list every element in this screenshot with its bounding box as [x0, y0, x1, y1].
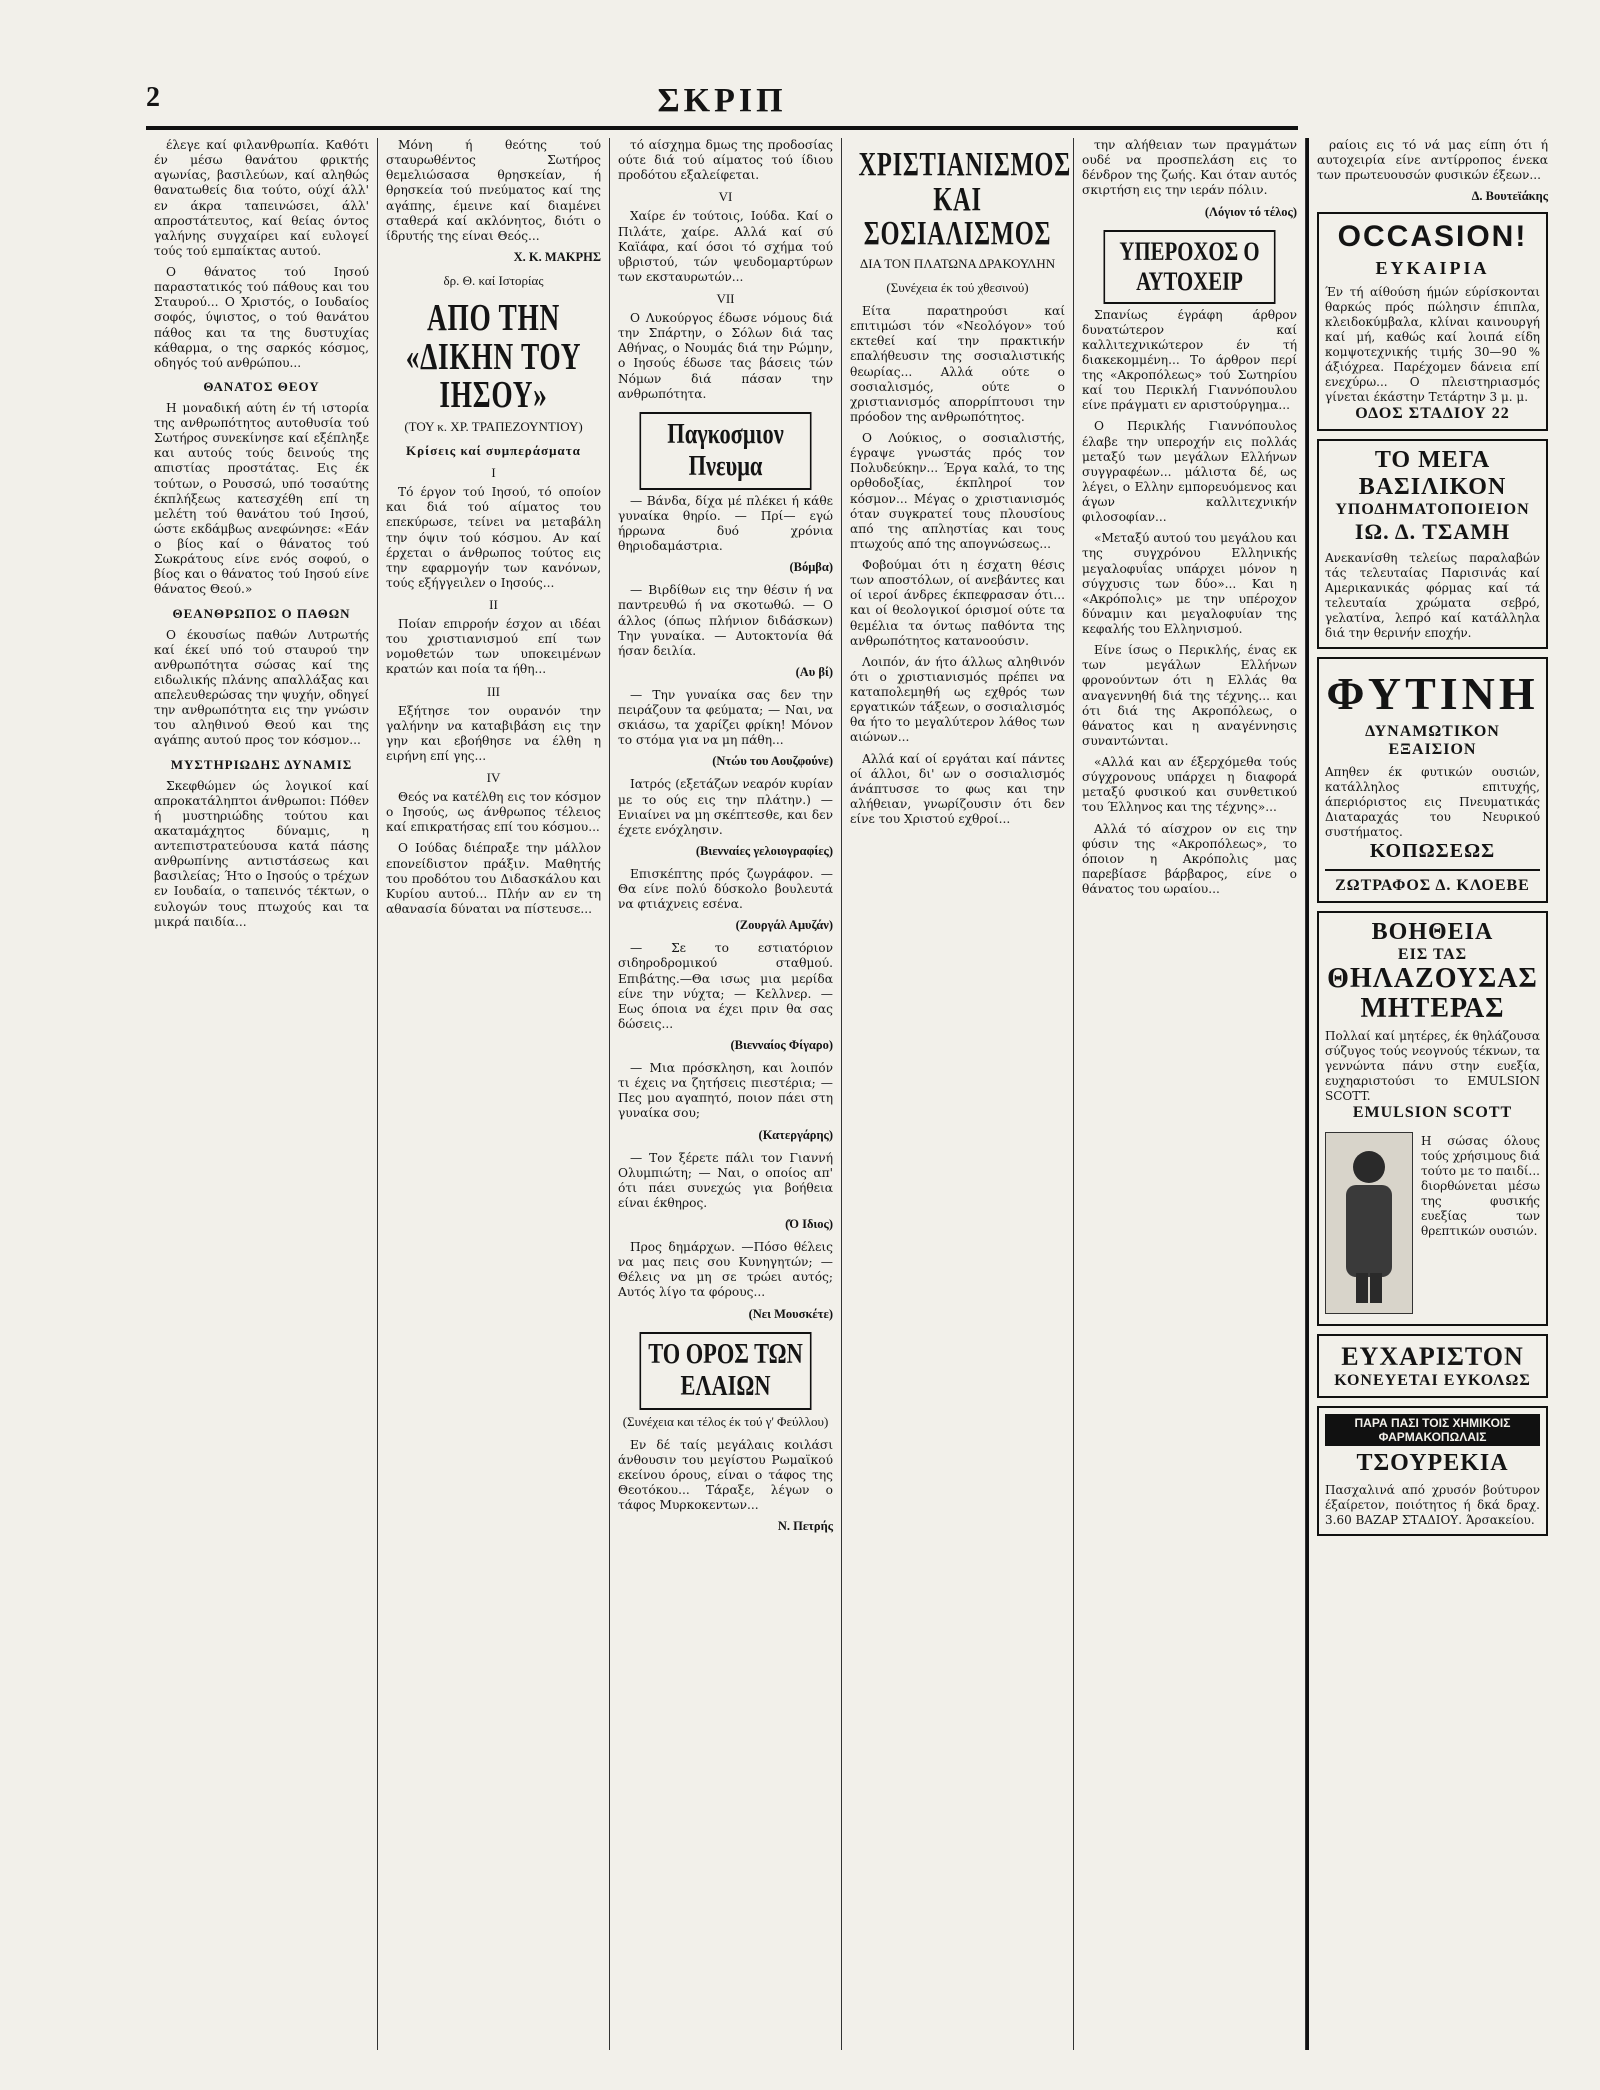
article-text: Ποίαν επιρροήν έσχον αι ιδέαι του χριστιανισμού επί των νομοθετών των υποκειμένων κρατών και ποία τα ήθη...	[386, 617, 601, 677]
column-2	[378, 138, 610, 2050]
article-text: την αλήθειαν των πραγμάτων ουδέ να προσπελάση εις το δένδρον της ζωής. Και όταν αυτός σκιρτήση εις την ιεράν πόλιν.	[1082, 138, 1297, 198]
illustration-block	[1325, 1128, 1540, 1318]
article-text: Ο Λούκιος, ο σοσιαλιστής, έγραψε γνωστάς πρός τον Πολυδεύκην... Έργα καλά, το της ορθοδοξίας, έκπληροί τον κόσμον... Μέγας ο χριστιανισμός όταν συγκρατεί τους πλουσίους από της απληστίας και τους πτωχούς από της απογνώσεως...	[850, 431, 1065, 551]
joke-text: — Μια πρόσκληση, και λοιπόν τι έχεις να ζητήσεις πιεστέρια; — Πες μου αγαπητό, ποιον πάει στη γυναίκα σου;	[618, 1061, 833, 1121]
tsourekia-ad	[1317, 1406, 1548, 1536]
boxed-headline: ΤΟ ΟΡΟΣ ΤΩΝ ΕΛΑΙΩΝ	[640, 1332, 812, 1410]
article-text: Ο Λυκούργος έδωσε νόμους διά την Σπάρτην, ο Σόλων διά τας Αθήνας, ο Νουμάς διά την Ρώμην, ο Ιησούς έδωσε τας βάσεις τών Νόμων διά πάσαν την ανθρωπότητα.	[618, 311, 833, 401]
headline: ΧΡΙΣΤΙΑΝΙΣΜΟΣ ΚΑΙ ΣΟΣΙΑΛΙΣΜΟΣ	[858, 146, 1071, 253]
joke-text: — Βιρδίθων εις την θέσιν ή να παντρευθώ ή να σκοτωθώ. — Ο άλλος (όπως πλήνιον διδάσκων) Την γυναίκα. — Αυτοκτονία θά ήσαν δειλία.	[618, 583, 833, 658]
joke-text: Προς δημάρχων. —Πόσο θέλεις να μας πεις σου Κυνηγητών; — Θέλεις να μη σε τρώει αυτός; Αυτός λίγο τα φόρους...	[618, 1240, 833, 1300]
author-signature: Χ. Κ. ΜΑΚΡΗΣ	[513, 249, 601, 264]
ad-headline: ΘΗΛΑΖΟΥΣΑΣ ΜΗΤΕΡΑΣ	[1327, 963, 1538, 1024]
columns	[146, 138, 1556, 2050]
article-text: Τό έργον τού Ιησού, τό οποίον και διά τού αίματος του επεκύρωσε, τείνει να μεταβάλη την όψιν τού κόσμου. Αν καί έρχεται ο άνθρωπος τούτος εις την εφαρμογήν των κανόνων, τούς εξήγγειλεν ο Ιησούς...	[386, 485, 601, 590]
joke-text: — Τον ξέρετε πάλι τον Γιαννή Ολυμπιώτη; — Ναι, ο οποίος απ' ότι πάει συνεχώς για βοήθεια είναι έκθηρος.	[618, 1150, 833, 1210]
column-6-ads	[1306, 138, 1556, 2050]
emulsion-ad	[1317, 911, 1548, 1326]
illustration	[1325, 1132, 1413, 1314]
source-credit: (Βόμβα)	[789, 560, 833, 575]
shoe-store-ad	[1317, 439, 1548, 649]
joke-text: Ιατρός (εξετάζων νεαρόν κυρίαν με το ούς εις την πλάτην.) — Ενιαίνει να μη σκέπτεσθε, και δεν έχετε ενόχλησιν.	[618, 777, 833, 837]
article-text: Η μοναδική αύτη έν τή ιστορία της ανθρωπότητος αυτοθυσία τού Σωτήρος συνεκίνησε καί εξέπληξε και αυτούς τούς δεινούς της απιστίας προστάτας. Εις έκ τούτων, ο Ρουσσώ, υπό τοσαύτης έκπλήξεως κατεσχέθη επί τη μελέτη τού θανάτου τού Ιησού, ώστε εκδάμβως ανεφώνησε: «Εάν ο βίος καί ο θάνατος τού Σωκράτους είνε ενός σοφού, ο βίος και ο θάνατος τού Ιησού είνε θάνατος Θεού.»	[154, 400, 369, 597]
ad-brand: EMULSION SCOTT	[1352, 1104, 1513, 1122]
article-text: Ο θάνατος τού Ιησού παραστατικός τού πάθους και του Σταυρού... Ο Χριστός, ο Ιουδαίος σοφός, ύψιστος, ο τού θανάτου πάθος και τα της δυστυχίας κάθαρμα, ο της σαρκός κόσμος, οδηγός τού ανθρώπου...	[154, 265, 369, 370]
article-text: ραίοις εις τό νά μας είπη ότι ή αυτοχειρία είνε αντίρροπος ένεκα των πρωτευουσών φυσικών έξεων...	[1317, 138, 1548, 183]
article-text: Αλλά τό αίσχρον ον εις την φύσιν της «Ακροπόλεως», το όποιον η Ακρόπολις μας παρεβίασε βάρβαρος, είνε ο θάνατος του ωραίου...	[1082, 821, 1297, 896]
article-text: Σπανίως έγράφη άρθρον δυνατώτερον καί καλλιτεχνικώτερον έν τή διακεκομμένη... Το άρθρον περί της «Ακροπόλεως» τού Σωτηρίου καί του Περικλή Γιαννόπουλου είνε πράγματι εν αριστούργημα...	[1082, 307, 1297, 413]
article-text: Σκεφθώμεν ώς λογικοί καί απροκατάληπτοι άνθρωποι: Πόθεν ή μυστηριώδης τούτου και ακαταμάχητος δύναμις, η αντεπιστρατεύουσα κατά πάσης ανθρωπίνης αντιστάσεως και βασιλείας; Ήτο ο Ιησούς ο τρέχων εν Ιουδαία, ο ταπεινός τέκτων, ο ευλογών τους πτωχούς και τα μικρά παιδία...	[154, 778, 369, 929]
ad-text: Ανεκανίσθη τελείως παραλαβών τάς τελευταίας Παρισινάς καί Αμερικανικάς φόρμας καί τά τελευταία χρώματα σεβρό, γελατίνα, λεπρό καί κατάλληλα διά την θερινήν εποχήν.	[1325, 551, 1540, 641]
ad-text: Απηθεν έκ φυτικών ουσιών, κατάλληλος επιτυχής, άπεριόριστος εις Πνευματικάς Διαταραχάς του Νευρικού συστήματος.	[1325, 765, 1540, 840]
column-3	[610, 138, 842, 2050]
article-text: Ο έκουσίως παθών Λυτρωτής καί έκεί υπό τού σταυρού την ανθρωπότητα σώσας καί της ειδωλικής πλάνης απαλλάξας και απελευθερώσας την ψυχήν, οδηγεί την ανθρωπότητα εις την γνώσιν του αληθινού Θεού και της αγάπης αυτού προς τον κόσμον...	[154, 627, 369, 748]
article-text: Θεός να κατέλθη εις τον κόσμον ο Ιησούς, ως άνθρωπος τέλειος καί επικρατήσας επί του κόσμου...	[386, 790, 601, 835]
article-text: Φοβούμαι ότι η έσχατη θέσις των αποστόλων, οί ανεβάντες και οί ιεροί άνδρες έκπεφρασαν ότι... και οί θεολογικοί όρισμοί ούτε τα θεμέλια τα όντως παθόντα της ανθρωπότητος κατανοούσιν.	[850, 558, 1065, 648]
section-numeral: I	[491, 465, 496, 481]
ad-mid: ΕΙΣ ΤΑΣ	[1397, 946, 1468, 964]
byline: (ΤΟΥ κ. ΧΡ. ΤΡΑΠΕΖΟΥΝΤΙΟΥ)	[404, 419, 583, 435]
section-title: Κρίσεις καί συμπεράσματα	[406, 443, 581, 459]
ad-text: Έν τή αίθούση ήμών εύρίσκονται θαρκώς πρός πώλησιν έπιπλα, κλειδοκύμβαλα, κλίναι καινουργή καί μή, καθώς καί λοιπά είδη κομψοτεχνικής τιμής 30—90 % άξιόχρεα. Παρέχομεν δάνεια επί ενεχύρω... Ο πλειστηριασμός γίνεται έκάστην Τετάρτην 3 μ. μ.	[1325, 285, 1540, 405]
fytini-ad	[1317, 657, 1548, 903]
ad-title: ΤΣΟΥΡΕΚΙΑ	[1356, 1450, 1509, 1477]
mother-figure-icon	[1326, 1133, 1412, 1313]
author-signature: Δ. Βουτεϊάκης	[1471, 189, 1548, 204]
section-title: ΜΥΣΤΗΡΙΩΔΗΣ ΔΥΝΑΜΙΣ	[170, 756, 353, 772]
section-title: ΘΕΑΝΘΡΩΠΟΣ Ο ΠΑΘΩΝ	[172, 605, 351, 621]
column-1	[146, 138, 378, 2050]
article-text: Χαίρε έν τούτοις, Ιούδα. Καί ο Πιλάτε, χαίρε. Αλλά καί σύ Καϊάφα, καί όσοι τό σχήμα τού υβριστού, τών ψευδομαρτύρων των εκσταυρωτών...	[618, 209, 833, 284]
ad-title: ΦΥΤΙΝΗ	[1326, 668, 1539, 720]
joke-text: — Την γυναίκα σας δεν την πειράζουν τα φεύματα; — Ναι, να σκιάσω, τα χαρίζει φρίκη! Μόνον το στόμα για να μη πάθη...	[618, 687, 833, 748]
paper-name: ΣΚΡΙΠ	[657, 82, 787, 119]
joke-text: — Σε το εστιατόριον σιδηροδρομικού σταθμού. Επιβάτης.—Θα ισως μια μερίδα είνε την νύχτα; — Κελλνερ. — Εως όποια να έχει πριν θα σας δώσεις...	[618, 941, 833, 1031]
article-end-note: (Λόγιον τό τέλος)	[1204, 204, 1297, 219]
article-text: τό αίσχημα δμως της προδοσίας ούτε διά τού αίματος τού ίδιου προδότου εξαλείφεται.	[618, 138, 833, 183]
column-4	[842, 138, 1074, 2050]
section-title: ΘΑΝΑΤΟΣ ΘΕΟΥ	[203, 378, 320, 394]
ad-subtitle: ΔΥΝΑΜΩΤΙΚΟΝ ΕΞΑΙΣΙΟΝ	[1365, 723, 1500, 759]
section-numeral: IV	[486, 770, 501, 785]
ad-banner: ΠΑΡΑ ΠΑΣΙ ΤΟΙΣ ΧΗΜΙΚΟΙΣ ΦΑΡΜΑΚΟΠΩΛΑΙΣ	[1325, 1414, 1540, 1446]
source-credit: (Ό Ιδιος)	[785, 1217, 833, 1231]
article-text: Αλλά καί οί εργάται καί πάντες οί άλλοι, δι' ων ο σοσιαλισμός άνάπτυσσε το φως και την αλήθειαν, γνωρίζουσιν ότι δεν είνε του Χριστού εχθροί...	[850, 751, 1065, 827]
ad-title: ΕΥΧΑΡΙΣΤΟΝ	[1341, 1342, 1524, 1372]
masthead	[146, 82, 1298, 130]
column-5	[1074, 138, 1306, 2050]
ad-title: ΒΟΗΘΕΙΑ	[1371, 919, 1494, 946]
boxed-headline: Παγκοσμιον Πνευμα	[640, 412, 812, 490]
article-text: Μόνη ή θεότης τού σταυρωθέντος Σωτήρος θεμελιώσασα θρησκείαν, ή θρησκεία τού πνεύματος καί της αγάπης, έμεινε καί διαμένει σταθερά καί ακλόνητος, διότι ο ίδρυτής της είναι Θεός...	[386, 138, 601, 243]
ad-name: ΙΩ. Δ. ΤΣΑΜΗ	[1354, 519, 1511, 545]
article-text: «Μεταξύ αυτού του μεγάλου και της συγχρόνου Ελληνικής μεγαλοφυΐας υπάρχει μόνον η σύγχυσις των δύο»... Και η «Ακρόπολις» με την υπέροχον δύναμιν και μεγαλοφυίαν της κεφαλής του Ελληνισμού.	[1082, 531, 1297, 636]
article-text: Είνε ίσως ο Περικλής, ένας εκ των μεγάλων Ελλήνων φρονούντων ότι η Ελλάς θα αναγεννηθή διά της τέχνης... και ότι διά της Ακροπόλεως, ο θάνατος και η αναγέννησις συναντώνται.	[1082, 643, 1297, 748]
article-text: Εξήτησε τον ουρανόν την γαλήνην να καταβιβάση εις την γην και εβοήθησε να έλθη η ειρήνη επί γης...	[386, 703, 601, 763]
source-credit: (Κατεργάρης)	[758, 1127, 833, 1142]
source-credit: (Νει Μουσκέτε)	[748, 1306, 833, 1321]
ad-text: Πολλαί καί μητέρες, έκ θηλάζουσα σύζυγος τούς νεογνούς τέκνων, τα γεννώντα πάνυ στην ευεξία, ευχηαριστούσι το EMULSION SCOTT.	[1325, 1029, 1540, 1104]
byline: ΔΙΑ ΤΟΝ ΠΛΑΤΩΝΑ ΔΡΑΚΟΥΛΗΝ	[859, 256, 1056, 272]
section-numeral: VI	[718, 189, 733, 205]
source-credit: (Αυ βί)	[795, 664, 833, 679]
ad-brand: ΚΟΠΩΣΕΩΣ	[1369, 840, 1496, 863]
continuation-note: (Συνέχεια έκ τού χθεσινού)	[886, 280, 1029, 296]
author-signature: Ν. Πετρής	[777, 1519, 833, 1534]
occasion-ad	[1317, 212, 1548, 431]
section-numeral: VII	[716, 291, 735, 306]
source-credit: (Βιενναίες γελοιογραφίες)	[695, 843, 833, 858]
article-text: Ο Ιούδας διέπραξε την μάλλον επονείδιστον πράξιν. Μαθητής του προδότου του Διδασκάλου και Κυρίου αυτού... Πλήν αν εν τη αθανασία δύναται να πίστευσε...	[386, 841, 601, 916]
continuation-note: (Συνέχεια και τέλος έκ τού γ' Φεύλλου)	[622, 1413, 829, 1429]
joke-text: — Βάνδα, δίχα μέ πλέκει ή κάθε γυναίκα θηρίο. — Πρί— εγώ ήρρωνα δυό χρόνια θηριοδαμάστρια.	[618, 493, 833, 554]
ad-footer: ΟΔΟΣ ΣΤΑΔΙΟΥ 22	[1355, 405, 1510, 423]
article-text: έλεγε καί φιλανθρωπία. Καθότι έν μέσω θανάτου φρικτής αγωνίας, βασιλεύων, καί αληθώς θανατωθείς δια τούτο, ούχί άλλ' εν άκρα ταπεινώσει, άλλ' απροστάτευτος, καί θείας όντος γαλήνης συγχαίρει καί ευλογεί τούς τού εμπαίκτας αυτού.	[154, 138, 369, 258]
ad-subtitle: ΕΥΚΑΙΡΙΑ	[1375, 258, 1490, 279]
ad-title: ΤΟ ΜΕΓΑ ΒΑΣΙΛΙΚΟΝ	[1358, 447, 1507, 501]
ad-subtitle: ΚΟΝΕΥΕΤΑΙ ΕΥΚΟΛΩΣ	[1334, 1372, 1531, 1390]
article-text: Εν δέ ταίς μεγάλαις κοιλάσι άνθουσιν του μεγίστου Ρωμαϊκού εκείνου όρους, είναι ο τάφος της Θεοτόκου... Τάραξε, λέγων ο τάφος Μυρκοκεντων...	[618, 1437, 833, 1512]
article-text: Λοιπόν, άν ήτο άλλως αληθινόν ότι ο χριστιανισμός πρέπει να καταπολεμηθή ως εχθρός των εργατικών τάξεων, ο σοσιαλισμός θα ήτο το μεγαλύτερον λάθος των αιώνων...	[850, 654, 1065, 745]
source-credit: (Βιενναίος Φίγαρο)	[730, 1038, 833, 1052]
cocoa-ad	[1317, 1334, 1548, 1398]
article-text: Ο Περικλής Γιαννόπουλος έλαβε την υπεροχήν εις πολλάς μεταξύ των μεγάλων Ελλήνων συγγραφέων... μάλιστα δέ, ως λέγει, ο Ελλην εμπορευόμενος και άγων καλλιτεχνικήν φιλοσοφίαν...	[1082, 419, 1297, 525]
article-text: «Αλλά και αν έξερχόμεθα τούς σύγχρονους υπάρχει η διαφορά μεταξύ φυσικού και συνθετικού του Έλληνος και της τέχνης»...	[1082, 755, 1297, 815]
ad-text: Πασχαλινά από χρυσόν βούτυρον έξαίρετον, ποιότητος ή δκά δραχ. 3.60 ΒΑΖΑΡ ΣΤΑΔΙΟΥ. Άρσακείου.	[1325, 1483, 1540, 1528]
joke-text: Επισκέπτης πρός ζωγράφον. — Θα είνε πολύ δύσκολο βουλευτά να φτιάχνεις εσένα.	[618, 866, 833, 912]
source-credit: (Ζουργάλ Αμυζάν)	[735, 918, 833, 933]
section-numeral: III	[487, 683, 500, 699]
boxed-headline: ΥΠΕΡΟΧΟΣ Ο ΑΥΤΟΧΕΙΡ	[1104, 230, 1276, 304]
ad-subtitle: ΥΠΟΔΗΜΑΤΟΠΟΙΕΙΟΝ	[1335, 501, 1530, 519]
ad-footer: ΖΩΤΡΑΦΟΣ Δ. ΚΛΟΕΒΕ	[1335, 877, 1530, 895]
divider	[1325, 869, 1540, 871]
source-credit: (Ντώυ του Αουζφούνε)	[712, 754, 833, 769]
ad-title: OCCASION!	[1337, 220, 1528, 254]
article-text: Είτα παρατηρούσι καί επιτιμώσι τόν «Νεολόγον» τού εκτεθεί καί την πρακτικήν επαλήθευσιν της σοσιαλιστικής θεωρίας... Αλλά ούτε ο σοσιαλισμός, ούτε ο χριστιανισμός απορρίπτουσι την πρόοδον της ανθρωπότητος.	[850, 304, 1065, 424]
section-numeral: II	[489, 597, 498, 612]
headline: ΑΠΟ ΤΗΝ «ΔΙΚΗΝ ΤΟΥ ΙΗΣΟΥ»	[405, 296, 582, 417]
author-title: δρ. Θ. καί Ιστορίας	[443, 272, 544, 288]
ad-text: Η σώσας όλους τούς χρήσιμους διά τούτο με το παιδί... διορθώνεται μέσω της φυσικής ευεξίας των θρεπτικών ουσιών.	[1421, 1134, 1540, 1239]
page-number: 2	[146, 82, 160, 113]
